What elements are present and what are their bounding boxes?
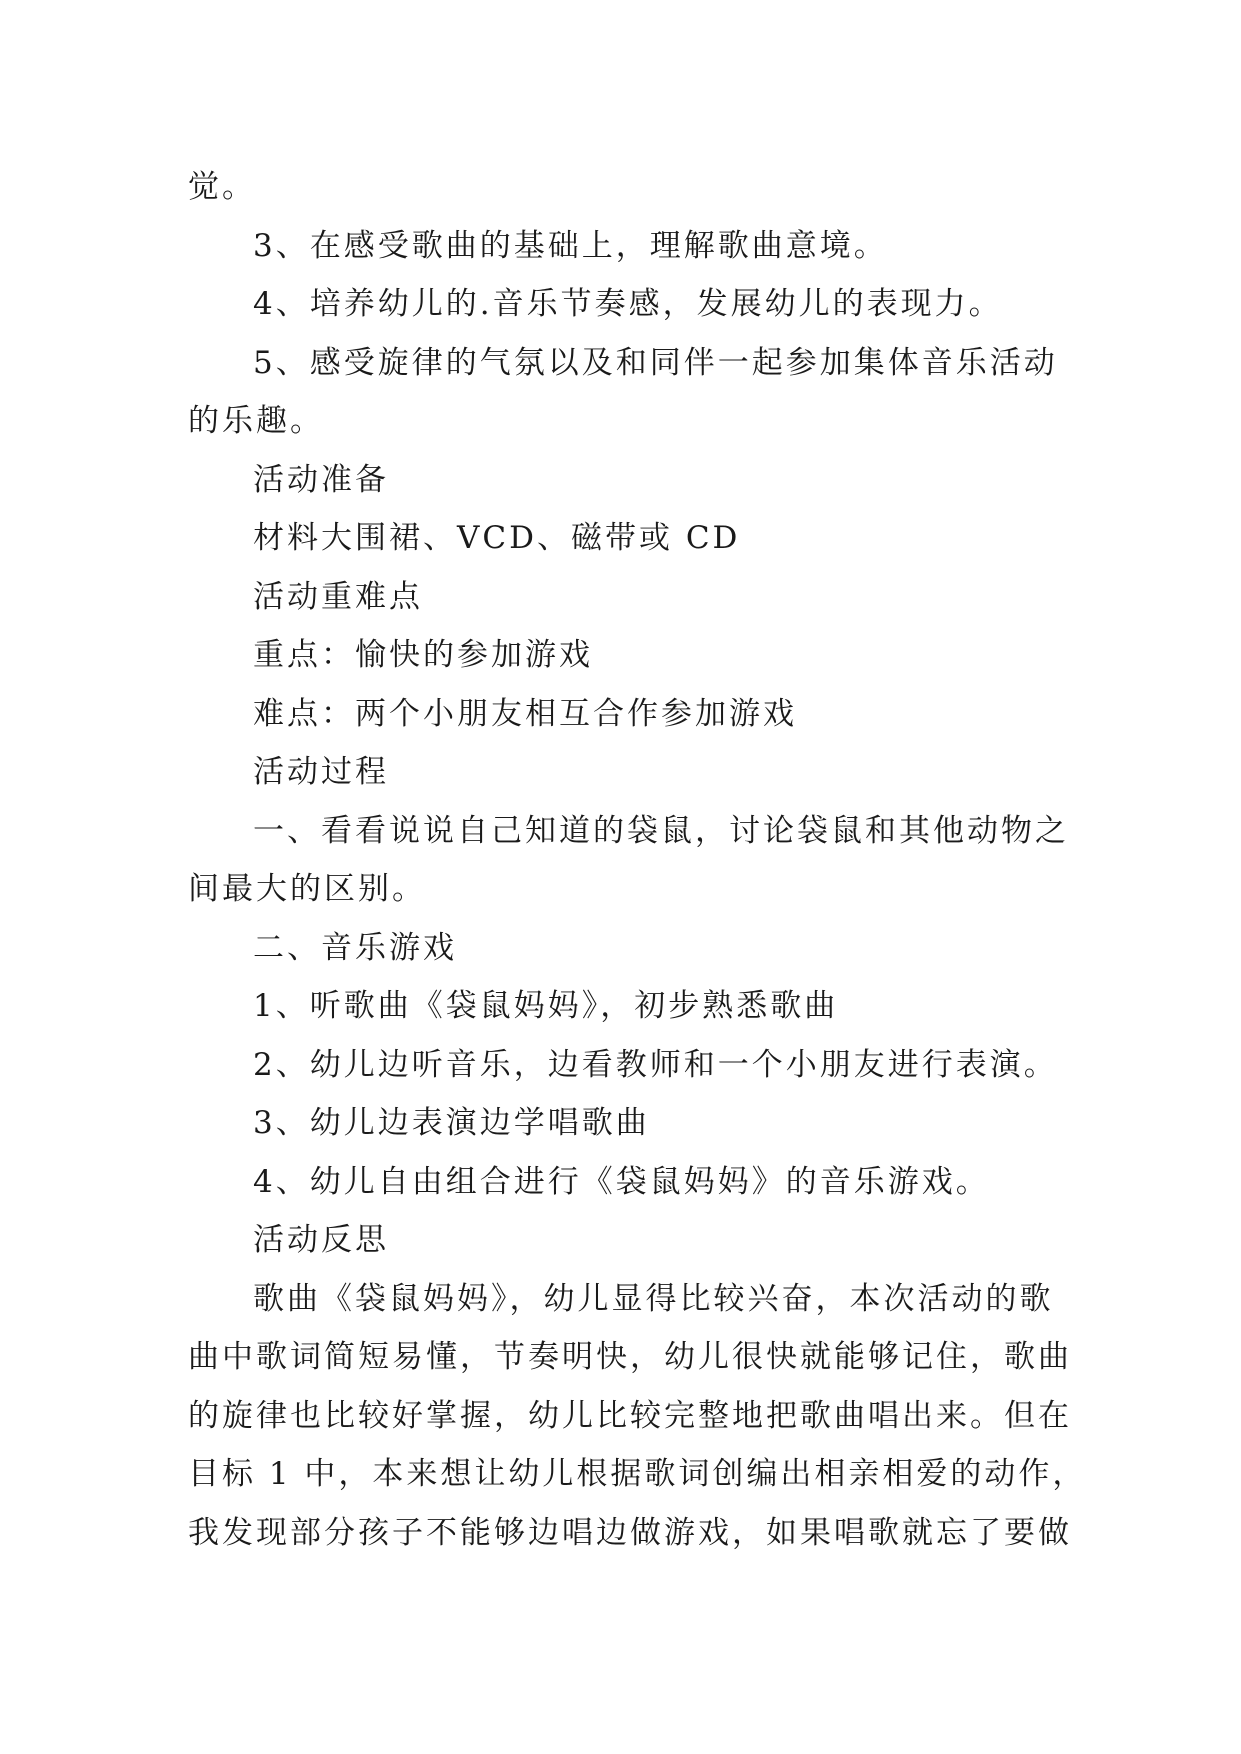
text-line: 歌曲《袋鼠妈妈》，幼儿显得比较兴奋，本次活动的歌 (253, 1280, 1054, 1317)
text-line: 活动过程 (253, 754, 389, 790)
text-line: 4、培养幼儿的.音乐节奏感，发展幼儿的表现力。 (253, 286, 1003, 322)
text-line: 活动重难点 (253, 578, 423, 615)
text-line: 曲中歌词简短易懂，节奏明快，幼儿很快就能够记住，歌曲 (188, 1339, 1072, 1375)
text-line: 4、幼儿自由组合进行《袋鼠妈妈》的音乐游戏。 (253, 1163, 990, 1200)
document-body (188, 158, 1087, 1562)
text-line: 活动准备 (253, 461, 389, 498)
text-line: 1、听歌曲《袋鼠妈妈》，初步熟悉歌曲 (253, 988, 839, 1024)
text-line: 难点：两个小朋友相互合作参加游戏 (253, 695, 797, 732)
text-line: 重点：愉快的参加游戏 (253, 637, 593, 673)
text-line: 一、看看说说自己知道的袋鼠，讨论袋鼠和其他动物之 (253, 812, 1069, 849)
text-line: 3、在感受歌曲的基础上，理解歌曲意境。 (253, 227, 888, 264)
text-line: 活动反思 (253, 1222, 389, 1258)
text-line: 5、感受旋律的气氛以及和同伴一起参加集体音乐活动 (253, 344, 1058, 381)
text-line: 目标 1 中，本来想让幼儿根据歌词创编出相亲相爱的动作， (188, 1456, 1087, 1492)
text-line: 觉。 (188, 169, 256, 205)
text-line: 二、音乐游戏 (253, 929, 457, 966)
text-line: 的乐趣。 (188, 403, 324, 439)
text-line: 2、幼儿边听音乐，边看教师和一个小朋友进行表演。 (253, 1046, 1058, 1083)
text-line: 间最大的区别。 (188, 871, 426, 907)
text-line: 的旋律也比较好掌握，幼儿比较完整地把歌曲唱出来。但在 (188, 1397, 1072, 1434)
text-line: 材料大围裙、VCD、磁带或 CD (253, 520, 741, 556)
text-line: 我发现部分孩子不能够边唱边做游戏，如果唱歌就忘了要做 (188, 1514, 1072, 1551)
text-line: 3、幼儿边表演边学唱歌曲 (253, 1105, 650, 1141)
